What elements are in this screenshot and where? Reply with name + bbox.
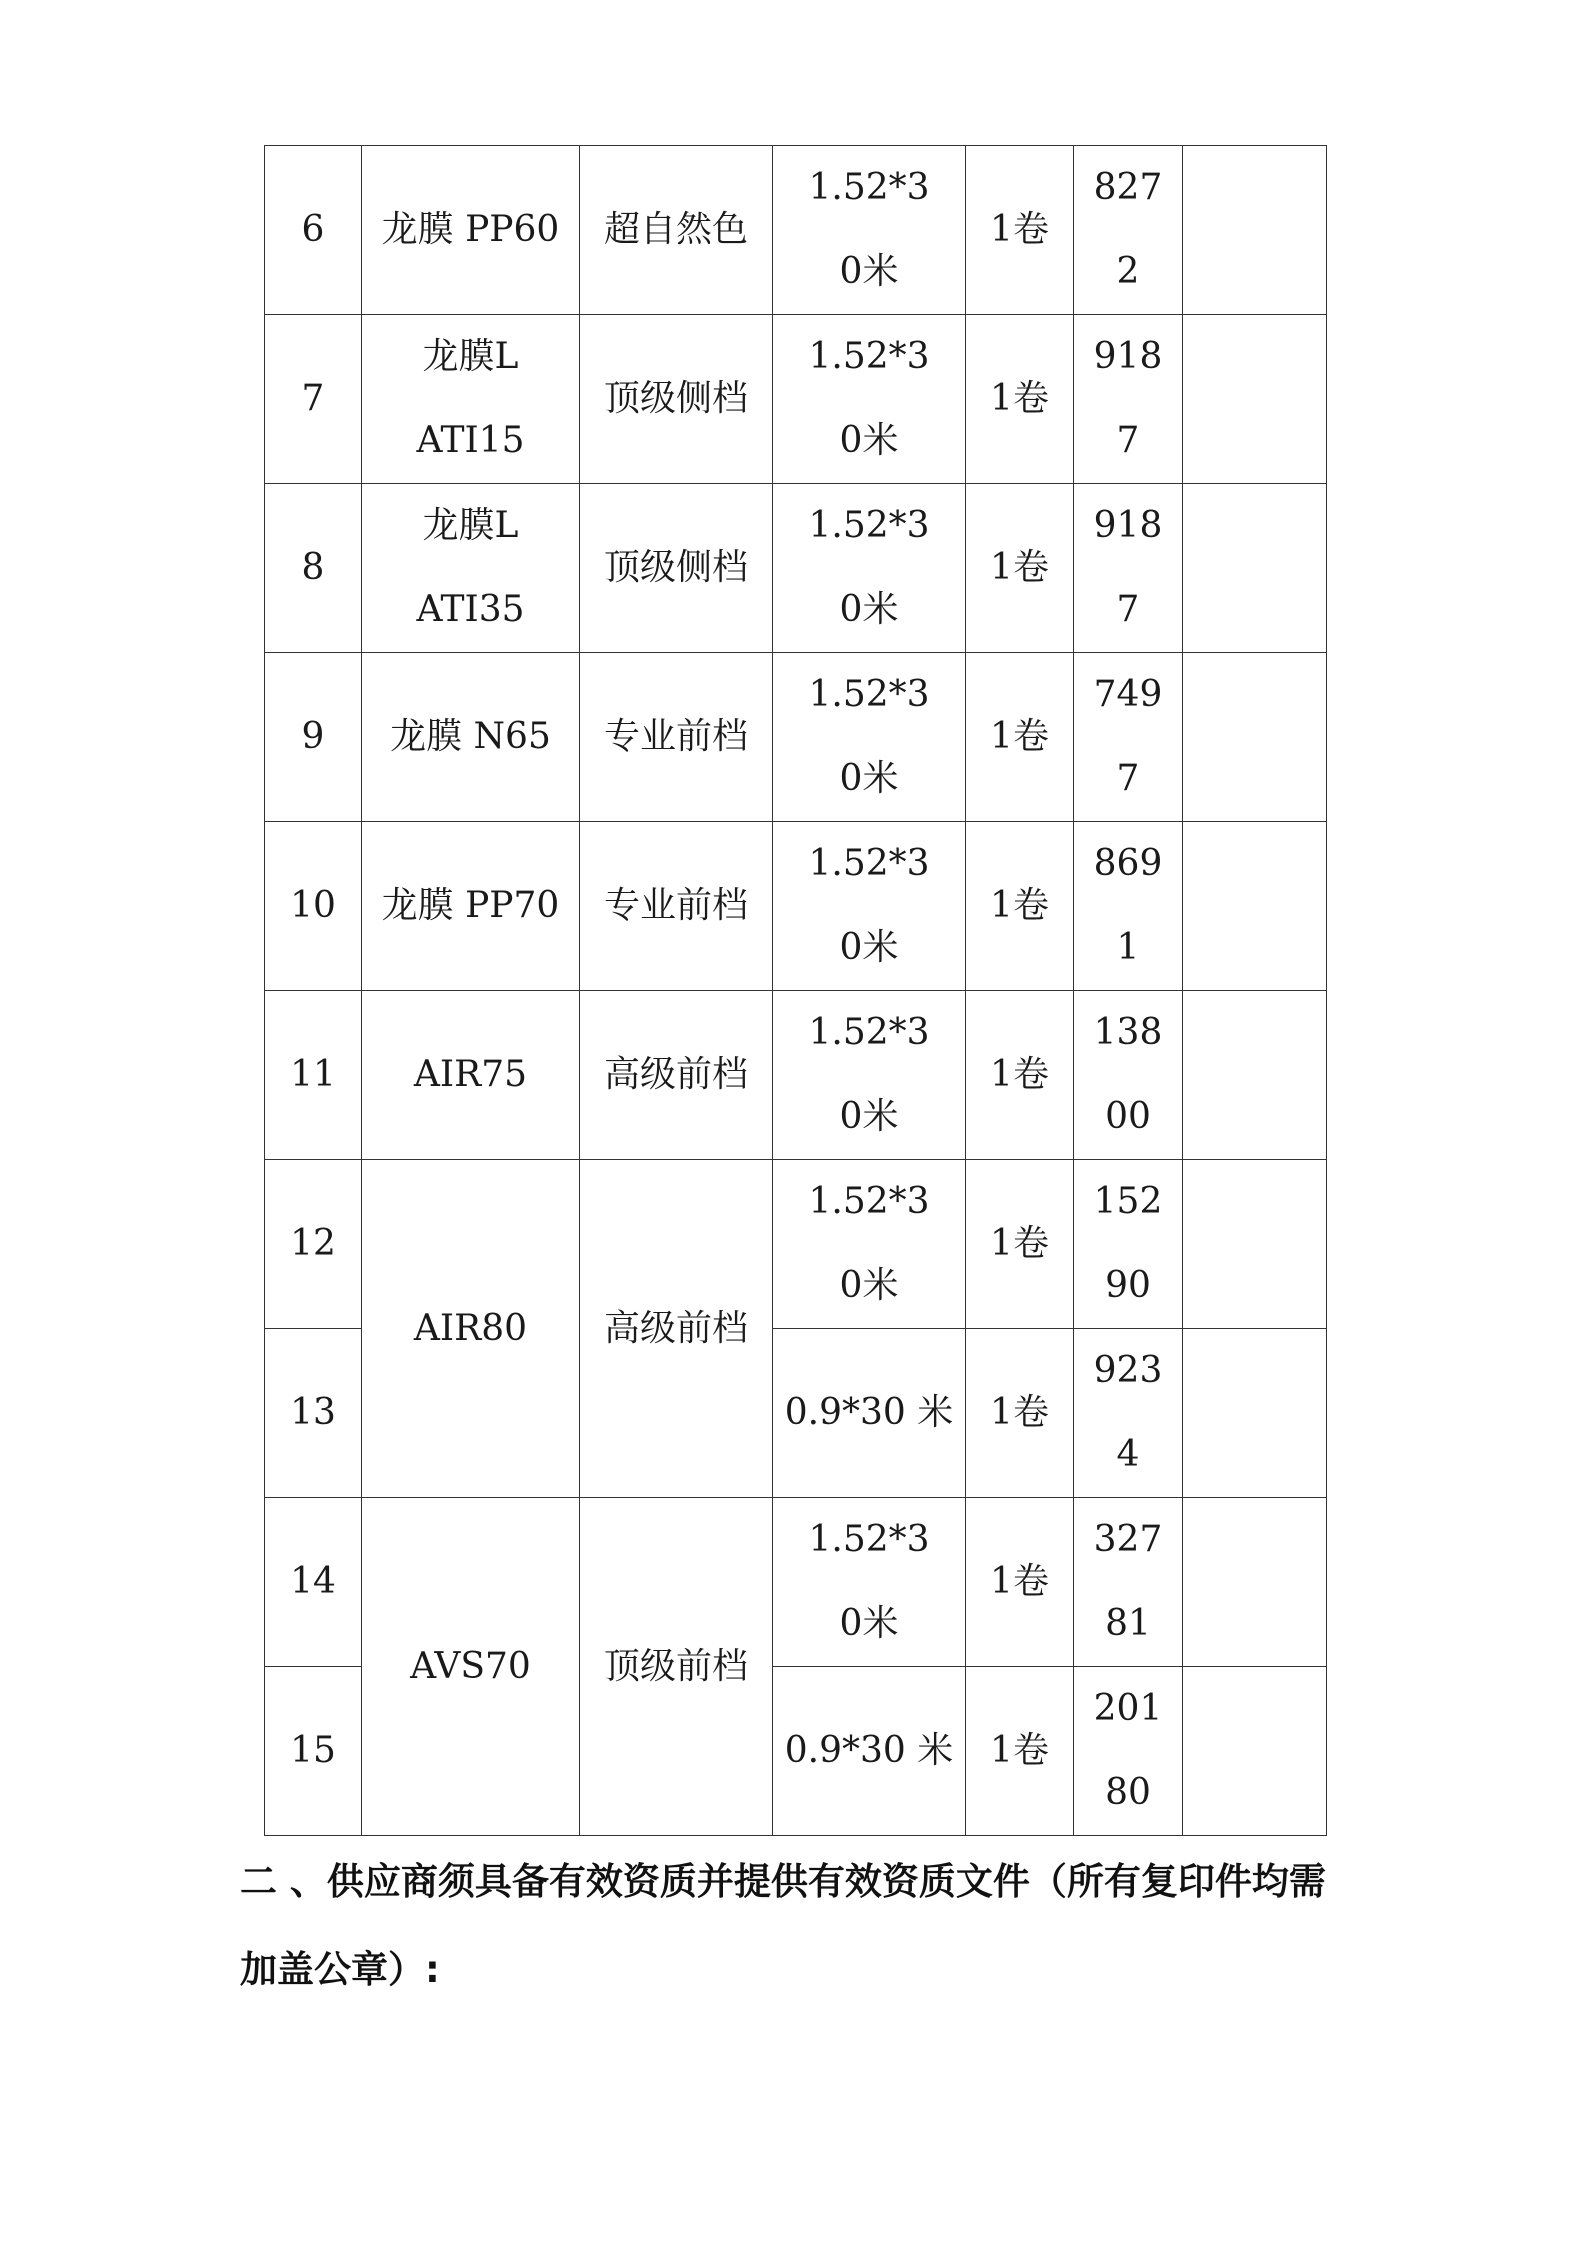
spec-text: 1.52*30米 (808, 1519, 930, 1644)
table-row (265, 822, 1327, 991)
note-cell (1183, 484, 1327, 653)
table-row (265, 1160, 1327, 1329)
spec-cell (773, 822, 966, 991)
qty-cell: 1卷 (966, 1160, 1074, 1329)
price-table (264, 145, 1327, 1836)
table-row (265, 146, 1327, 315)
spec-text: 1.52*30米 (808, 167, 930, 292)
price-cell (1074, 822, 1183, 991)
qty-cell: 1卷 (966, 1329, 1074, 1498)
model-text: 龙膜 PP60 (381, 209, 560, 250)
row-number: 11 (265, 991, 362, 1160)
spec-cell (773, 1498, 966, 1667)
note-cell (1183, 653, 1327, 822)
model-text: AVS70 (410, 1645, 531, 1687)
row-number: 14 (265, 1498, 362, 1667)
grade-cell: 超自然色 (580, 146, 773, 315)
price-cell (1074, 1498, 1183, 1667)
section-heading: 二 、供应商须具备有效资质并提供有效资质文件（所有复印件均需加盖公章）: (240, 1860, 1326, 1991)
qty-cell: 1卷 (966, 822, 1074, 991)
qty-cell: 1卷 (966, 146, 1074, 315)
qty-cell: 1卷 (966, 653, 1074, 822)
spec-cell (773, 1160, 966, 1329)
row-number: 7 (265, 315, 362, 484)
price-cell (1074, 991, 1183, 1160)
spec-cell (773, 146, 966, 315)
spec-text: 1.52*30米 (808, 1012, 930, 1137)
spec-cell (773, 315, 966, 484)
price-text: 9187 (1093, 336, 1163, 461)
spec-text: 0.9*30 米 (784, 1392, 954, 1433)
note-cell (1183, 991, 1327, 1160)
model-text: 龙膜LATI15 (416, 336, 525, 461)
row-number: 13 (265, 1329, 362, 1498)
qty-cell: 1卷 (966, 1498, 1074, 1667)
price-cell (1074, 1160, 1183, 1329)
price-cell (1074, 484, 1183, 653)
price-text: 32781 (1093, 1519, 1163, 1644)
model-cell (362, 484, 580, 653)
grade-cell: 高级前档 (580, 1160, 773, 1498)
qty-cell: 1卷 (966, 315, 1074, 484)
note-cell (1183, 822, 1327, 991)
spec-text: 0.9*30 米 (784, 1730, 954, 1771)
model-cell (362, 146, 580, 315)
price-cell (1074, 653, 1183, 822)
price-text: 13800 (1093, 1012, 1163, 1137)
table-row (265, 1498, 1327, 1667)
model-cell (362, 653, 580, 822)
model-text: 龙膜 N65 (390, 716, 551, 757)
spec-cell (773, 653, 966, 822)
row-number: 6 (265, 146, 362, 315)
spec-text: 1.52*30米 (808, 336, 930, 461)
row-number: 10 (265, 822, 362, 991)
grade-cell: 高级前档 (580, 991, 773, 1160)
model-text: 龙膜 PP70 (381, 885, 560, 926)
table-row (265, 653, 1327, 822)
spec-cell (773, 991, 966, 1160)
spec-text: 1.52*30米 (808, 1181, 930, 1306)
note-cell (1183, 1498, 1327, 1667)
row-number: 12 (265, 1160, 362, 1329)
grade-cell: 顶级前档 (580, 1498, 773, 1836)
grade-cell: 顶级侧档 (580, 315, 773, 484)
table-row (265, 991, 1327, 1160)
row-number: 9 (265, 653, 362, 822)
note-cell (1183, 146, 1327, 315)
price-cell (1074, 1667, 1183, 1836)
note-cell (1183, 1667, 1327, 1836)
note-cell (1183, 1329, 1327, 1498)
spec-text: 1.52*30米 (808, 674, 930, 799)
model-cell (362, 1160, 580, 1498)
spec-cell (773, 1667, 966, 1836)
spec-text: 1.52*30米 (808, 505, 930, 630)
price-text: 8691 (1093, 843, 1163, 968)
model-text: AIR75 (413, 1054, 528, 1095)
qty-cell: 1卷 (966, 484, 1074, 653)
model-cell (362, 315, 580, 484)
price-cell (1074, 1329, 1183, 1498)
price-cell (1074, 315, 1183, 484)
grade-cell: 专业前档 (580, 653, 773, 822)
model-cell (362, 991, 580, 1160)
spec-cell (773, 484, 966, 653)
price-text: 7497 (1093, 674, 1163, 799)
row-number: 15 (265, 1667, 362, 1836)
grade-cell: 专业前档 (580, 822, 773, 991)
model-text: AIR80 (413, 1307, 528, 1349)
row-number: 8 (265, 484, 362, 653)
spec-cell (773, 1329, 966, 1498)
price-text: 9234 (1093, 1350, 1163, 1475)
table-row (265, 315, 1327, 484)
table-row (265, 484, 1327, 653)
spec-text: 1.52*30米 (808, 843, 930, 968)
price-text: 8272 (1093, 167, 1163, 292)
note-cell (1183, 1160, 1327, 1329)
price-text: 9187 (1093, 505, 1163, 630)
qty-cell: 1卷 (966, 1667, 1074, 1836)
model-text: 龙膜LATI35 (416, 505, 525, 630)
price-text: 15290 (1093, 1181, 1163, 1306)
qty-cell: 1卷 (966, 991, 1074, 1160)
model-cell (362, 1498, 580, 1836)
note-cell (1183, 315, 1327, 484)
model-cell (362, 822, 580, 991)
price-cell (1074, 146, 1183, 315)
price-text: 20180 (1093, 1688, 1163, 1813)
grade-cell: 顶级侧档 (580, 484, 773, 653)
